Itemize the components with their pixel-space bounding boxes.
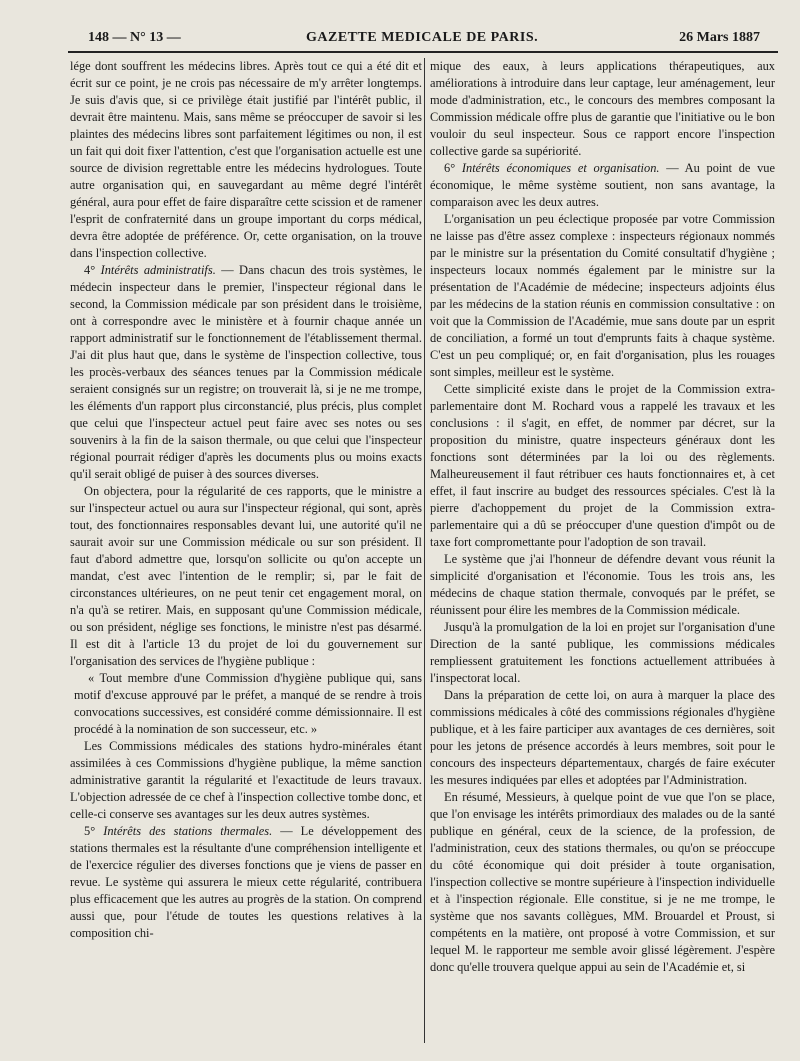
section-title: Intérêts économiques et organisation.	[461, 161, 660, 175]
page-number: 148 — N° 13 —	[88, 30, 181, 45]
section-title: Intérêts des stations thermales.	[103, 824, 273, 838]
section-number: 5°	[84, 824, 104, 838]
paragraph: Les Commissions médicales des stations hydro-minérales étant assimilées à ces Commissions d'hygiène publique, la même sanction administrative garantit la régularité et l'exactitude de leurs travaux. L'objection adressée de ce chef à l'inspection collective tombe donc, et celle-ci conserve ses avantages sur les deux autres systèmes.	[70, 739, 422, 821]
section-number: 4°	[84, 263, 101, 277]
right-column	[430, 58, 775, 976]
header-rule	[68, 51, 778, 53]
left-column	[70, 58, 422, 942]
page-header	[70, 30, 760, 50]
quotation: « Tout membre d'une Commission d'hygiène publique qui, sans motif d'excuse approuvé par le préfet, a manqué de se rendre à trois convocations successives, est considéré comme démissionnaire. Il est procédé à la nomination de son successeur, etc. »	[74, 671, 422, 736]
paragraph: Dans la préparation de cette loi, on aura à marquer la place des commissions médicales à côté des commissions régionales d'hygiène publique, et à les faire participer aux avantages de ces dernières, soit pour les jetons de présence accordés à leurs membres, soit pour le concours des inspecteurs départementaux, chargés de faire exécuter les mesures indiquées par elles et adoptées par l'Administration.	[430, 688, 775, 787]
paragraph: On objectera, pour la régularité de ces rapports, que le ministre a sur l'inspecteur actuel ou aura sur l'inspecteur régional, qui sont, après tout, des fonctionnaires responsables devant lui, une autorité qu'il ne saurait avoir sur une Commission médicale ou sur son président. Il faut d'abord admettre que, lorsqu'on sollicite ou qu'on accepte un mandat, c'est avec l'intention de le remplir; si, par le fait de circonstances ultérieures, on ne peut tenir cet engagement moral, on n'a qu'à se retirer. Mais, en supposant qu'une Commission médicale, ou son président, néglige ses fonctions, le ministre n'est pas désarmé. Il est dit à l'article 13 du projet de loi du gouvernement sur l'organisation des services de l'hygiène publique :	[70, 484, 422, 668]
section-text: — Le développement des stations thermales est la résultante d'une compréhension intelligente et de l'exercice régulier des diverses fonctions que je viens de passer en revue. Le système qui assurera le mieux cette régularité, contribuera plus efficacement que les autres au progrès de la station. On comprend aussi que, pour l'étude de toutes les questions relatives à la composition chi-	[70, 824, 422, 940]
section-5	[70, 823, 422, 942]
paragraph: mique des eaux, à leurs applications thérapeutiques, aux améliorations à introduire dans leur captage, leur aménagement, leur mode d'administration, etc., le concours des membres composant la Commission médicale offre plus de garantie que l'initiative ou le bon vouloir du seul inspecteur. Sous ce rapport encore l'inspection collective garde sa supériorité.	[430, 59, 775, 158]
section-number: 6°	[444, 161, 462, 175]
section-text: — Dans chacun des trois systèmes, le médecin inspecteur dans le premier, l'inspecteur régional dans le second, la Commission médicale par son président dans le troisième, ont à correspondre avec le ministère et à fournir chaque année un rapport administratif sur le fonctionnement de l'établissement thermal. J'ai dit plus haut que, dans le système de l'inspection collective, tous les procès-verbaux des séances tenues par la Commission médicale seraient consignés sur un registre; on trouverait là, si je ne me trompe, les éléments d'un rapport plus circonstancié, plus précis, plus complet que celui que l'inspecteur actuel peut faire avec ses notes ou ses souvenirs à la fin de la saison thermale, ou que celui que l'inspecteur régional pourrait rédiger d'après les documents plus ou moins exacts qu'il serait obligé de puiser à des sources diverses.	[70, 263, 422, 481]
section-6	[430, 160, 775, 211]
paragraph: lége dont souffrent les médecins libres. Après tout ce qui a été dit et écrit sur ce point, je ne crois pas nécessaire de m'y arrêter longtemps. Je suis d'avis que, si ce privilège était justifié par l'intérêt public, il devrait être maintenu. Mais, sans même se préoccuper de savoir si les plaintes des médecins libres sont parfaitement légitimes ou non, il est un fait qui doit fixer l'attention, c'est que l'organisation actuelle est une source de division regrettable entre les médecins hydrologues. Toute autre organisation qui, en sauvegardant au même degré l'intérêt général, aura pour effet de faire disparaître cette scission et de ramener l'esprit de confraternité dans un groupe important du corps médical, devra être adoptée de préférence. Or, cette organisation, on la trouve dans l'inspection collective.	[70, 59, 422, 260]
journal-title: GAZETTE MEDICALE DE PARIS.	[306, 30, 539, 45]
paragraph: Cette simplicité existe dans le projet de la Commission extra-parlementaire dont M. Rochard vous a rappelé les travaux et les conclusions : il s'agit, en effet, de nommer par décret, sur la proposition du ministre, quatre inspecteurs généraux dont les fonctions sont déterminées par la loi ou des règlements. Malheureusement il faut rétribuer ces hauts fonctionnaires et, à cet effet, il faut inscrire au budget des ressources spéciales. C'est là la pierre d'achoppement du projet de la Commission extra-parlementaire qui a dû se préoccuper d'une question d'impôt ou de taxe fort compromettante pour l'adoption de son travail.	[430, 382, 775, 549]
column-divider	[424, 58, 425, 1043]
paragraph: Le système que j'ai l'honneur de défendre devant vous réunit la simplicité d'organisation et l'économie. Tous les trois ans, les médecins de chaque station thermale, convoqués par le préfet, se réunissent pour élire les membres de la Commission médicale.	[430, 552, 775, 617]
paragraph: En résumé, Messieurs, à quelque point de vue que l'on se place, que l'on envisage les intérêts primordiaux des malades ou de la santé publique en général, ceux de la science, de la profession, de l'administration, ceux des stations thermales, ou qu'on se préoccupe du côté économique qui doit présider à toute organisation, l'inspection collective se montre supérieure à l'inspection individuelle et à l'inspection régionale. Elle constitue, si je ne me trompe, le système que nos savants collègues, MM. Brouardel et Proust, si compétents en la matière, ont proposé à votre Commission, et sur lequel M. le rapporteur me semble avoir glissé légèrement. J'espère donc qu'elle trouvera quelque appui au sein de l'Académie et, si	[430, 790, 775, 974]
paragraph: L'organisation un peu éclectique proposée par votre Commission ne laisse pas d'être assez complexe : inspecteurs régionaux nommés par le ministre sur la présentation du Comité consultatif d'hygiène ; inspecteurs locaux nommés également par le ministre sur la présentation de l'Académie de médecine; inspecteurs adjoints élus par les médecins de la station réunis en commission consultative : on voit que la Commission de l'Académie, mue sans doute par un esprit de conciliation, a formé un tout d'emprunts faits à chaque système. C'est un peu compliqué; or, en fait d'organisation, plus les rouages sont simples, meilleur est le système.	[430, 212, 775, 379]
section-4	[70, 262, 422, 483]
section-title: Intérêts administratifs.	[100, 263, 216, 277]
section-text: — Au point de vue économique, le même système soutient, non sans avantage, la comparaison avec les deux autres.	[430, 161, 776, 209]
issue-date: 26 Mars 1887	[679, 30, 760, 45]
paragraph: Jusqu'à la promulgation de la loi en projet sur l'organisation d'une Direction de la santé publique, les commissions médicales rempliessent gratuitement les fonctions actuellement attribuées à l'inspectorat local.	[430, 620, 775, 685]
